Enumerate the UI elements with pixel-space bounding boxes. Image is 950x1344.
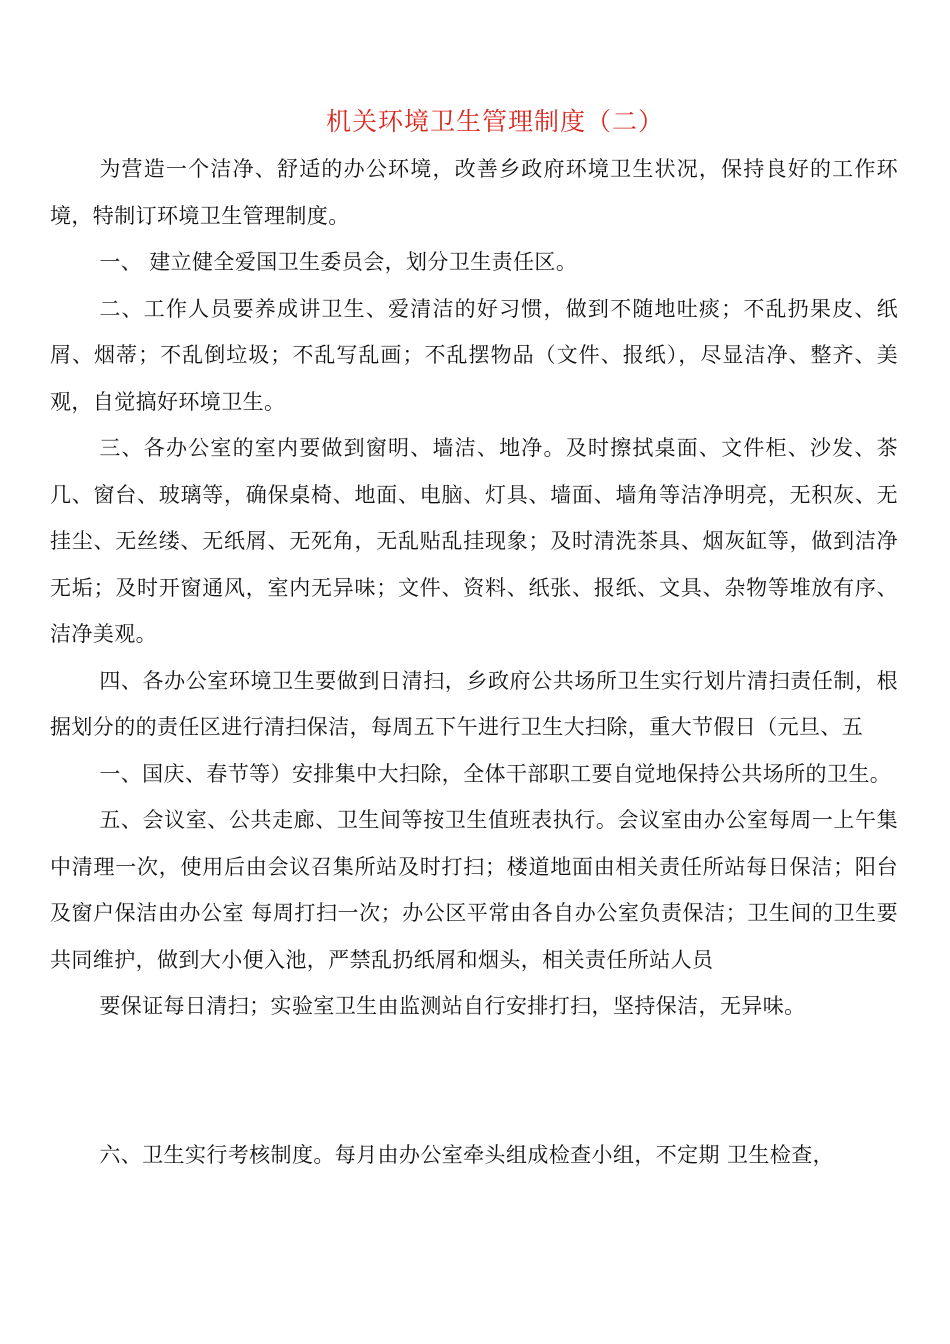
paragraph-4-continued: 一、国庆、春节等）安排集中大扫除，全体干部职工要自觉地保持公共场所的卫生。 <box>99 761 892 786</box>
document-title: 机关环境卫生管理制度（二） <box>325 107 664 136</box>
paragraph-1: 一、 建立健全爱国卫生委员会，划分卫生责任区。 <box>99 250 578 274</box>
paragraph-2: 二、工作人员要养成讲卫生、爱清洁的好习惯，做到不随地吐痰；不乱扔果皮、纸屑、烟蒂；不乱倒垃圾；不乱写乱画；不乱摆物品（文件、报纸），尽显洁净、整齐、美观，自觉搞好环境卫生。 <box>50 296 898 414</box>
paragraph-5: 五、会议室、公共走廊、卫生间等按卫生值班表执行。会议室由办公室每周一上午集中清理一次，使用后由会议召集所站及时打扫；楼道地面由相关责任所站每日保洁；阳台及窗户保洁由办公室 每周打扫一次；办公区平常由各自办公室负责保洁；卫生间的卫生要共同维护，做到大小便入池，严禁乱扔纸屑和烟头，相关责任所站人员 <box>50 808 898 972</box>
paragraph-6: 六、卫生实行考核制度。每月由办公室牵头组成检查小组，不定期 卫生检查， <box>99 1142 835 1167</box>
document-body <box>50 146 898 1178</box>
paragraph-5-continued: 要保证每日清扫；实验室卫生由监测站自行安排打扫，坚持保洁，无异味。 <box>99 994 806 1018</box>
paragraph-intro: 为营造一个洁净、舒适的办公环境，改善乡政府环境卫生状况，保持良好的工作环境，特制订环境卫生管理制度。 <box>50 157 898 228</box>
paragraph-gap <box>50 1030 898 1132</box>
paragraph-3: 三、各办公室的室内要做到窗明、墙洁、地净。及时擦拭桌面、文件柜、沙发、茶几、窗台、玻璃等，确保桌椅、地面、电脑、灯具、墙面、墙角等洁净明亮，无积灰、无挂尘、无丝缕、无纸屑、无死角，无乱贴乱挂现象；及时清洗茶具、烟灰缸等，做到洁净无垢；及时开窗通风，室内无异味；文件、资料、纸张、报纸、文具、杂物等堆放有序、洁净美观。 <box>50 436 898 646</box>
paragraph-4: 四、各办公室环境卫生要做到日清扫，乡政府公共场所卫生实行划片清扫责任制，根据划分的的责任区进行清扫保洁，每周五下午进行卫生大扫除，重大节假日（元旦、五 <box>50 668 898 739</box>
